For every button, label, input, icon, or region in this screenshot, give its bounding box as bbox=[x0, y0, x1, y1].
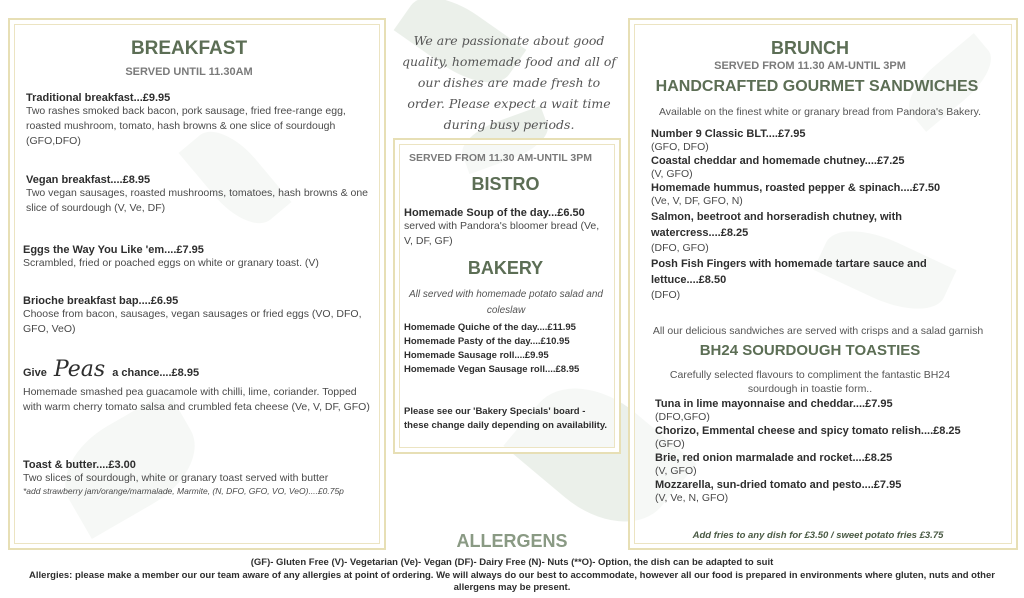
item-title: Salmon, beetroot and horseradish chutney, with watercress....£8.25 bbox=[651, 211, 902, 239]
item-tags: (DFO) bbox=[651, 289, 681, 301]
item-tags: (V, Ve, N, GFO) bbox=[655, 492, 729, 504]
item-title: Coastal cheddar and homemade chutney....£7.25 bbox=[651, 155, 905, 167]
item-desc: Homemade smashed pea guacamole with chilli, lime, coriander. Topped with warm cherry tomato salsa and crumbled feta cheese (Ve, V, DF, GFO) bbox=[23, 386, 370, 413]
item-desc: Two slices of sourdough, white or granary toast served with butter bbox=[23, 472, 329, 484]
bistro-title: BISTRO bbox=[471, 174, 540, 194]
allergens-notice: Allergies: please make a member our our team aware of any allergies at point of ordering. We will always do our best to accommodate, however all our food is prepared in environments where gluten, nuts and other allergens may be present. bbox=[29, 570, 995, 593]
item-tags: (Ve, V, DF, GFO, N) bbox=[651, 195, 743, 207]
sandwich-item bbox=[651, 256, 951, 303]
breakfast-item-toast bbox=[23, 459, 373, 496]
item-desc: Two vegan sausages, roasted mushrooms, tomatoes, hash browns & one slice of sourdough (V, Ve, DF) bbox=[26, 187, 369, 214]
item-tags: (V, GFO) bbox=[655, 465, 697, 477]
breakfast-item bbox=[26, 174, 371, 216]
item-title: Vegan breakfast....£8.95 bbox=[26, 174, 151, 186]
sandwich-title: HANDCRAFTED GOURMET SANDWICHES bbox=[655, 78, 979, 95]
item-tags: (GFO) bbox=[655, 438, 685, 450]
toastie-note: Carefully selected flavours to compliment the fantastic BH24 sourdough in toastie form.. bbox=[669, 369, 951, 395]
item-title: Eggs the Way You Like 'em....£7.95 bbox=[23, 244, 204, 256]
breakfast-item-peas bbox=[23, 358, 373, 415]
bakery-item: Homemade Vegan Sausage roll....£8.95 bbox=[404, 364, 580, 375]
item-tags: (DFO,GFO) bbox=[655, 411, 710, 423]
sandwich-list bbox=[651, 128, 951, 303]
bakery-note: All served with homemade potato salad and coleslaw bbox=[408, 289, 603, 316]
item-title: Tuna in lime mayonnaise and cheddar....£7.95 bbox=[655, 398, 893, 410]
peas-price: a chance....£8.95 bbox=[112, 367, 200, 379]
bakery-specials: Please see our 'Bakery Specials' board - these change daily depending on availability. bbox=[404, 406, 608, 431]
bistro-served: SERVED FROM 11.30 AM-UNTIL 3PM bbox=[408, 152, 592, 164]
item-title: Brioche breakfast bap....£6.95 bbox=[23, 295, 179, 307]
toastie-item bbox=[655, 425, 985, 452]
item-desc: Two rashes smoked back bacon, pork sausage, fried free-range egg, roasted mushroom, tomato, hash browns & one slice of sourdough (GFO,DFO) bbox=[26, 105, 346, 147]
sandwich-item bbox=[651, 182, 951, 209]
toastie-item bbox=[655, 452, 985, 479]
bakery-item: Homemade Pasty of the day....£10.95 bbox=[404, 336, 570, 347]
sandwich-item bbox=[651, 209, 951, 256]
breakfast-item bbox=[23, 244, 368, 271]
toastie-item bbox=[655, 398, 985, 425]
bakery-item: Homemade Sausage roll....£9.95 bbox=[404, 350, 549, 361]
bistro-soup bbox=[404, 207, 604, 249]
brunch-served: SERVED FROM 11.30 AM-UNTIL 3PM bbox=[714, 60, 906, 72]
item-title: Mozzarella, sun-dried tomato and pesto....£7.95 bbox=[655, 479, 902, 491]
item-desc: served with Pandora's bloomer bread (Ve, V, DF, GF) bbox=[404, 220, 600, 247]
peas-word: Peas bbox=[53, 357, 106, 382]
item-title: Homemade Soup of the day...£6.50 bbox=[404, 207, 585, 219]
item-tags: (V, GFO) bbox=[651, 168, 693, 180]
bakery-list bbox=[404, 321, 616, 377]
peas-give: Give bbox=[23, 367, 47, 379]
toastie-item bbox=[655, 479, 985, 506]
item-title: Homemade hummus, roasted pepper & spinach....£7.50 bbox=[651, 182, 941, 194]
item-title bbox=[23, 358, 373, 385]
item-title: Posh Fish Fingers with homemade tartare sauce and lettuce....£8.50 bbox=[651, 258, 927, 286]
brunch-title: BRUNCH bbox=[771, 38, 849, 58]
breakfast-title: BREAKFAST bbox=[130, 38, 248, 59]
toast-addon: *add strawberry jam/orange/marmalade, Marmite, (N, DFO, GFO, VO, VeO)....£0.75p bbox=[23, 486, 344, 496]
sandwich-item bbox=[651, 155, 951, 182]
fries-note: Add fries to any dish for £3.50 / sweet potato fries £3.75 bbox=[692, 530, 944, 541]
item-title: Traditional breakfast...£9.95 bbox=[26, 92, 171, 104]
item-title: Brie, red onion marmalade and rocket....£8.25 bbox=[655, 452, 893, 464]
sandwich-footer: All our delicious sandwiches are served with crisps and a salad garnish bbox=[652, 325, 984, 337]
item-title: Toast & butter....£3.00 bbox=[23, 459, 136, 471]
item-tags: (GFO, DFO) bbox=[651, 141, 709, 153]
bakery-item: Homemade Quiche of the day....£11.95 bbox=[404, 322, 576, 333]
toastie-title: BH24 SOURDOUGH TOASTIES bbox=[699, 342, 921, 359]
breakfast-item bbox=[26, 92, 366, 149]
breakfast-served: SERVED UNTIL 11.30AM bbox=[125, 66, 253, 78]
item-tags: (DFO, GFO) bbox=[651, 242, 709, 254]
breakfast-item bbox=[23, 295, 363, 337]
item-title: Number 9 Classic BLT....£7.95 bbox=[651, 128, 806, 140]
item-title: Chorizo, Emmental cheese and spicy tomato relish....£8.25 bbox=[655, 425, 961, 437]
sandwich-item bbox=[651, 128, 951, 155]
allergens-key: (GF)- Gluten Free (V)- Vegetarian (Ve)- Vegan (DF)- Dairy Free (N)- Nuts (**O)- Option, the dish can be adapted to suit bbox=[250, 557, 774, 568]
item-desc: Choose from bacon, sausages, vegan sausages or fried eggs (VO, DFO, GFO, VeO) bbox=[23, 308, 362, 335]
item-desc: Scrambled, fried or poached eggs on white or granary toast. (V) bbox=[23, 257, 319, 269]
bakery-title: BAKERY bbox=[467, 258, 544, 278]
allergens-title: ALLERGENS bbox=[456, 531, 568, 551]
toastie-list bbox=[655, 398, 985, 506]
intro-text: We are passionate about good quality, homemade food and all of our dishes are made fresh to order. Please expect a wait time during busy periods. bbox=[401, 33, 617, 132]
sandwich-note: Available on the finest white or granary bread from Pandora's Bakery. bbox=[658, 106, 982, 118]
